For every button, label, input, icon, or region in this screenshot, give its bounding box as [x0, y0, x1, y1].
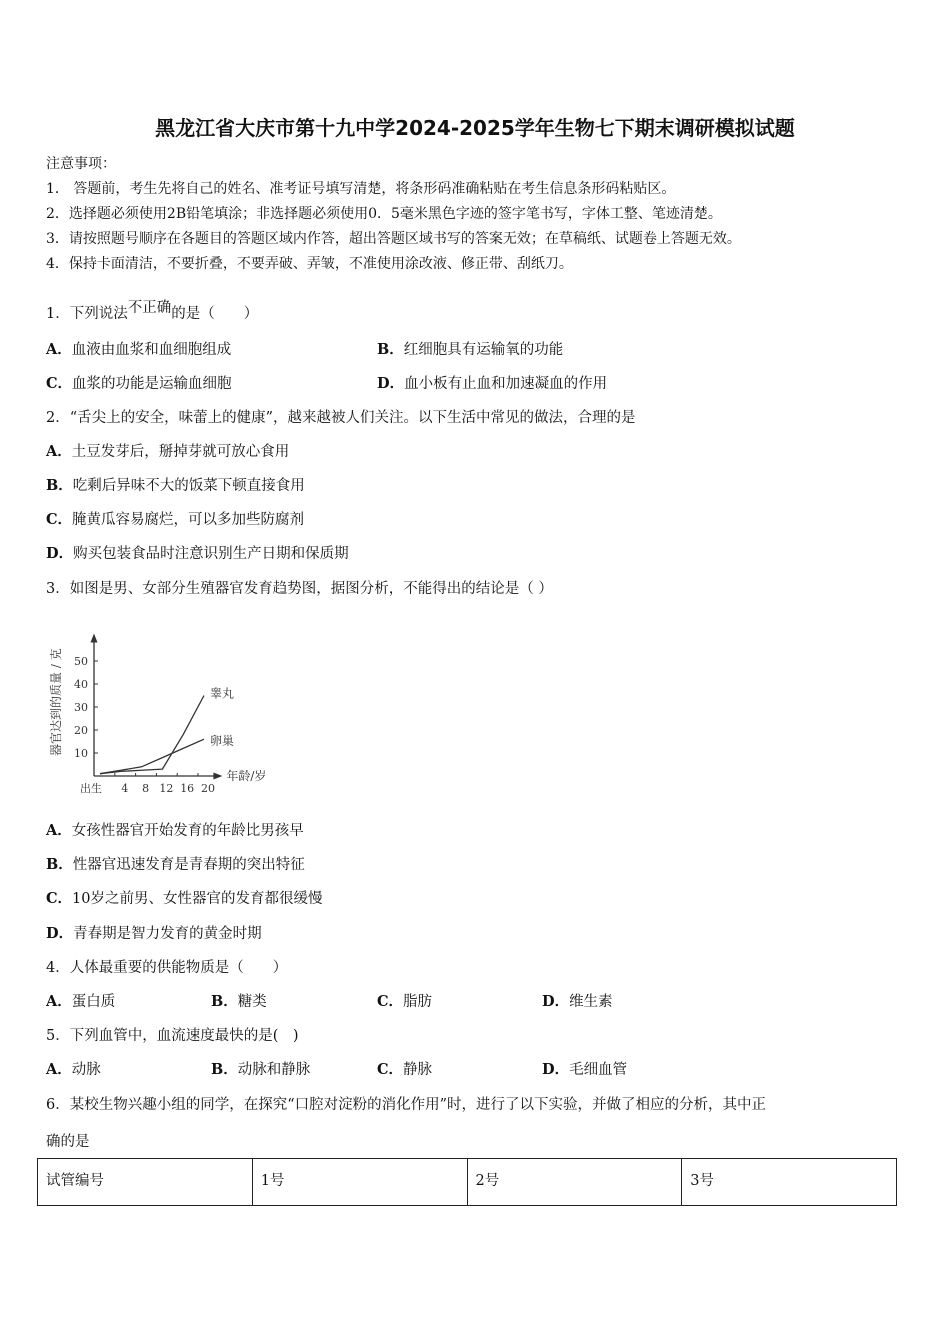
option-text: 动脉和静脉	[237, 1062, 311, 1078]
option-text: 血液由血浆和血细胞组成	[71, 342, 232, 358]
option-label: C．	[46, 511, 73, 528]
option-text: 吃剩后异味不大的饭菜下顿直接食用	[72, 478, 305, 494]
question-5-option-b	[211, 1058, 310, 1079]
question-1-emphasis: 不正确	[127, 300, 172, 316]
option-label: A．	[46, 443, 72, 460]
question-5-option-d	[542, 1058, 627, 1079]
x-axis-arrow	[213, 773, 222, 780]
option-text: 毛细血管	[569, 1062, 628, 1078]
x-axis-label: 年龄/岁	[226, 769, 267, 783]
notice-item: 3．请按照题号顺序在各题目的答题区域内作答，超出答题区域书写的答案无效；在草稿纸、试题卷上答题无效。	[46, 231, 741, 247]
notice-item: 4．保持卡面清洁，不要折叠，不要弄破、弄皱，不准使用涂改液、修正带、刮纸刀。	[46, 256, 573, 272]
option-text: 腌黄瓜容易腐烂，可以多加些防腐剂	[72, 512, 305, 528]
experiment-table	[37, 1158, 897, 1206]
option-text: 血小板有止血和加速凝血的作用	[404, 376, 608, 392]
question-3-stem: 3．如图是男、女部分生殖器官发育趋势图，据图分析，不能得出的结论是（ ）	[46, 581, 553, 597]
question-4-option-a	[46, 990, 115, 1011]
table-header-cell: 试管编号	[38, 1159, 253, 1206]
series-line-ovary	[100, 739, 204, 774]
option-label: D．	[377, 375, 405, 392]
question-3-option-d	[46, 922, 262, 943]
question-1-option-a	[46, 338, 231, 359]
y-tick-label: 30	[74, 701, 88, 714]
option-text: 动脉	[71, 1062, 101, 1078]
option-text: 性器官迅速发育是青春期的突出特征	[72, 857, 305, 873]
option-label: A．	[46, 822, 72, 839]
question-4-option-b	[211, 990, 267, 1011]
option-label: B．	[46, 477, 73, 494]
option-text: 脂肪	[403, 994, 433, 1010]
table-row	[38, 1159, 897, 1206]
question-4-option-d	[542, 990, 613, 1011]
option-label: D．	[542, 993, 570, 1010]
table-header-cell: 3号	[682, 1159, 897, 1206]
option-label: B．	[211, 1061, 238, 1078]
question-2-option-d	[46, 542, 349, 563]
y-axis-arrow	[91, 634, 98, 643]
y-tick-label: 10	[74, 747, 88, 760]
option-text: 青春期是智力发育的黄金时期	[73, 926, 262, 942]
option-label: A．	[46, 1061, 72, 1078]
y-axis-label: 器官达到的质量 / 克	[49, 648, 63, 756]
option-label: C．	[46, 890, 73, 907]
notice-item: 1． 答题前，考生先将自己的姓名、准考证号填写清楚，将条形码准确粘贴在考生信息条形码粘贴区。	[46, 181, 676, 197]
question-1-option-b	[377, 338, 563, 359]
question-6-stem-line1: 6．某校生物兴趣小组的同学，在探究“口腔对淀粉的消化作用”时，进行了以下实验，并做了相应的分析，其中正	[46, 1097, 767, 1113]
question-4-stem: 4．人体最重要的供能物质是（ ）	[46, 960, 288, 976]
notice-item: 2．选择题必须使用2B铅笔填涂；非选择题必须使用0．5毫米黑色字迹的签字笔书写，字体工整、笔迹清楚。	[46, 206, 722, 222]
option-label: C．	[46, 375, 73, 392]
y-tick-label: 50	[74, 655, 88, 668]
x-tick-label: 4	[121, 782, 129, 795]
option-text: 购买包装食品时注意识别生产日期和保质期	[73, 546, 349, 562]
option-label: A．	[46, 341, 72, 358]
question-1-option-c	[46, 372, 232, 393]
notice-heading: 注意事项：	[46, 156, 116, 172]
question-3-option-a	[46, 819, 304, 840]
question-5-option-a	[46, 1058, 101, 1079]
y-tick-label: 40	[74, 678, 88, 691]
question-5-stem: 5．下列血管中，血流速度最快的是( )	[46, 1028, 299, 1044]
option-label: B．	[377, 341, 404, 358]
question-2-option-b	[46, 474, 305, 495]
question-3-option-b	[46, 853, 305, 874]
x-tick-label: 16	[180, 782, 195, 795]
option-text: 红细胞具有运输氧的功能	[403, 342, 564, 358]
option-text: 女孩性器官开始发育的年龄比男孩早	[71, 823, 304, 839]
option-text: 维生素	[569, 994, 613, 1010]
question-6-stem-line2: 确的是	[46, 1134, 90, 1150]
question-4-option-c	[377, 990, 432, 1011]
question-5-option-c	[377, 1058, 432, 1079]
option-label: D．	[46, 545, 74, 562]
question-3-option-c	[46, 887, 323, 908]
x-tick-label: 8	[142, 782, 150, 795]
option-text: 10岁之前男、女性器官的发育都很缓慢	[72, 891, 323, 907]
option-label: C．	[377, 993, 404, 1010]
question-2-option-c	[46, 508, 304, 529]
question-2-option-a	[46, 440, 289, 461]
x-tick-label: 20	[201, 782, 215, 795]
development-chart	[40, 612, 280, 802]
question-2-stem: 2．“舌尖上的安全，味蕾上的健康”，越来越被人们关注。以下生活中常见的做法，合理的是	[46, 410, 636, 426]
option-label: D．	[46, 925, 74, 942]
option-label: B．	[46, 856, 73, 873]
question-1-stem-start: 1．下列说法	[46, 306, 128, 322]
option-text: 糖类	[237, 994, 267, 1010]
page-title: 黑龙江省大庆市第十九中学2024-2025学年生物七下期末调研模拟试题	[155, 116, 795, 140]
question-1-stem	[46, 302, 258, 323]
x-origin-label: 出生	[80, 782, 102, 795]
question-1-stem-end: 的是（ ）	[171, 306, 259, 322]
table-header-cell: 2号	[467, 1159, 682, 1206]
option-text: 血浆的功能是运输血细胞	[72, 376, 232, 392]
table-header-cell: 1号	[252, 1159, 467, 1206]
question-1-option-d	[377, 372, 607, 393]
option-text: 土豆发芽后，掰掉芽就可放心食用	[71, 444, 290, 460]
option-label: D．	[542, 1061, 570, 1078]
y-tick-label: 20	[74, 724, 88, 737]
series-label: 睾丸	[210, 686, 235, 701]
option-label: C．	[377, 1061, 404, 1078]
option-label: B．	[211, 993, 238, 1010]
option-text: 静脉	[403, 1062, 433, 1078]
x-tick-label: 12	[159, 782, 174, 795]
option-label: A．	[46, 993, 72, 1010]
series-label: 卵巢	[210, 734, 235, 749]
option-text: 蛋白质	[71, 994, 116, 1010]
